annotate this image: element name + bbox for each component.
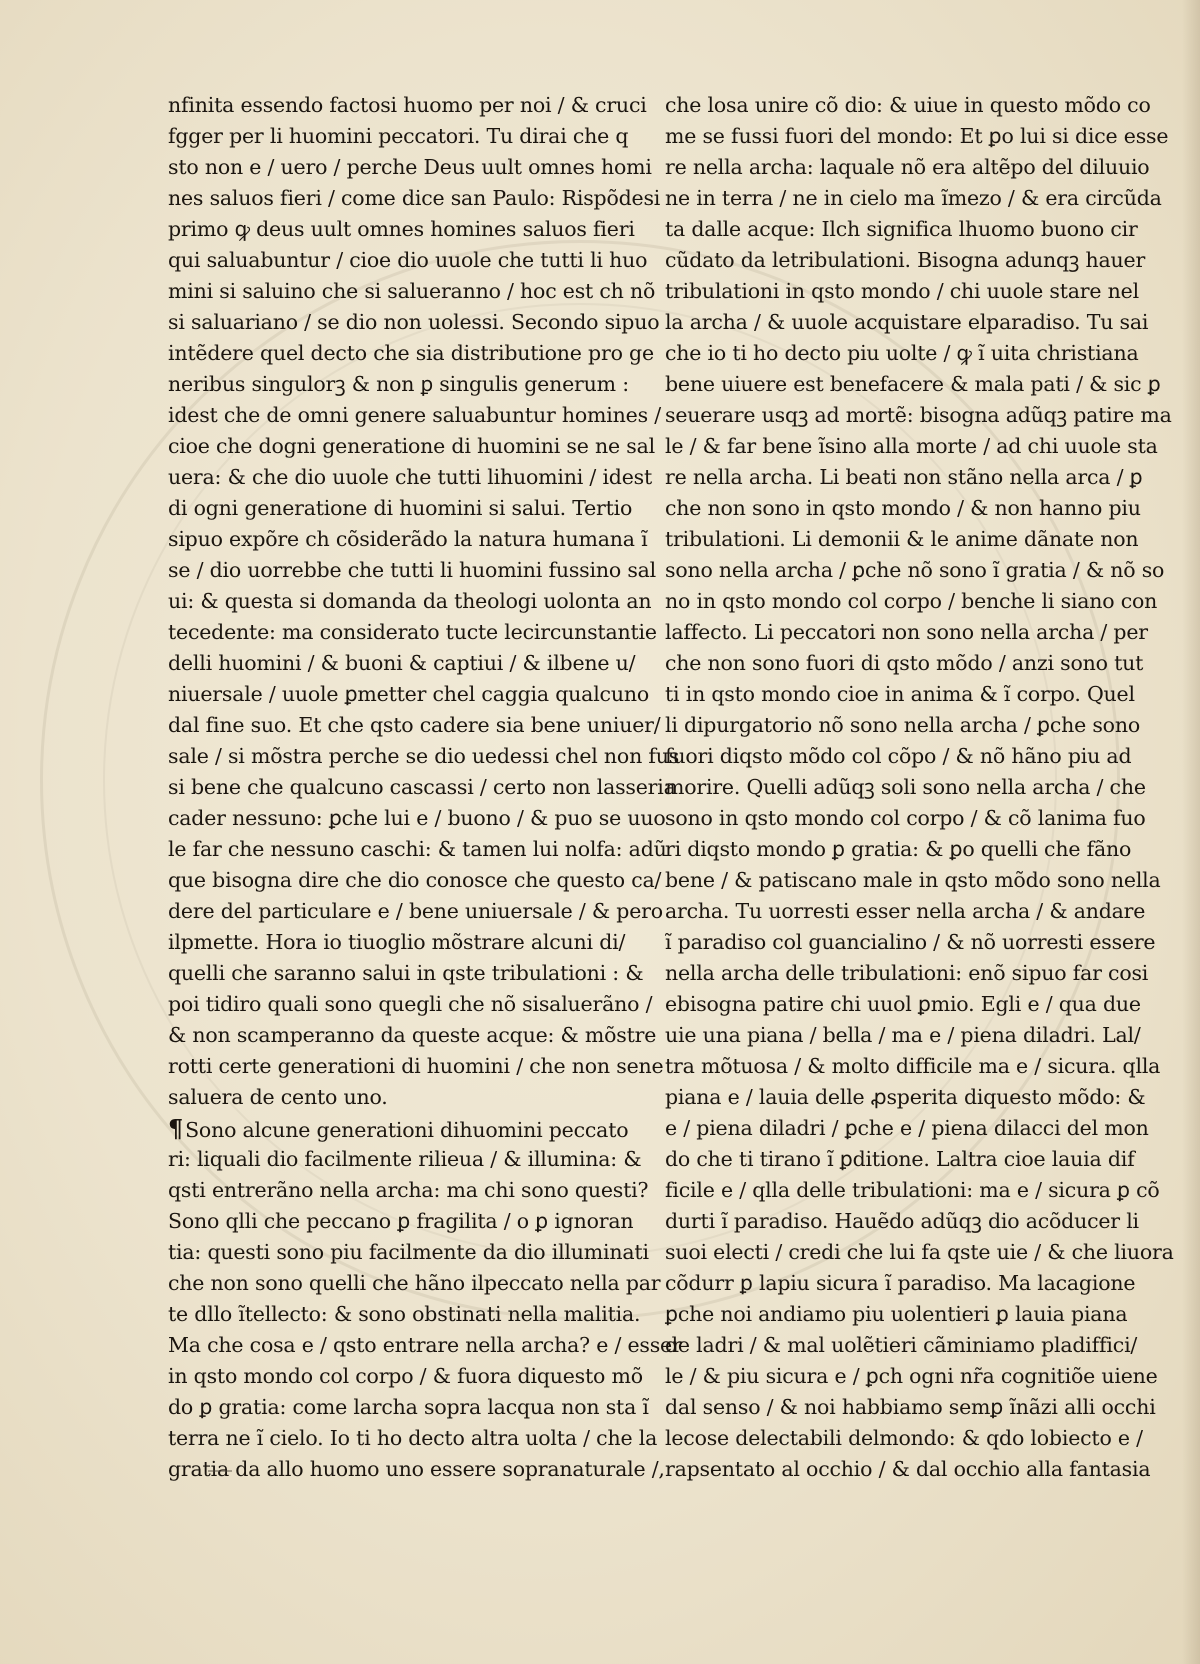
text-line: mini si saluino che si salueranno / hoc est ch nõ — [168, 279, 656, 303]
text-line: intẽdere quel decto che sia distributione pro ge — [168, 341, 654, 365]
text-line: archa. Tu uorresti esser nella archa / & andare — [665, 899, 1146, 923]
text-line: durti ĩ paradiso. Hauẽdo adũqꝫ dio acõducer li — [665, 1209, 1139, 1233]
text-line: quelli che saranno salui in qste tribulationi : & — [168, 961, 644, 985]
text-line: e / piena diladri / ꝑche e / piena dilacci del mon — [665, 1116, 1149, 1140]
text-line: bene uiuere est benefacere & mala pati / & sic ꝑ — [665, 372, 1161, 396]
text-line: nes saluos fieri / come dice san Paulo: Rispõdesi — [168, 186, 661, 210]
text-line: le far che nessuno caschi: & tamen lui nolfa: adũ — [168, 837, 667, 861]
text-line: delli huomini / & buoni & captiui / & ilbene u/ — [168, 651, 636, 675]
text-line: si bene che qualcuno cascassi / certo non lasseria — [168, 775, 676, 799]
text-line: ti in qsto mondo cioe in anima & ĩ corpo. Quel — [665, 682, 1135, 706]
text-line: rapsentato al occhio / & dal occhio alla fantasia — [665, 1457, 1151, 1481]
text-line: si saluariano / se dio non uolessi. Secondo sipuo — [168, 310, 660, 334]
text-line: seuerare usqꝫ ad mortẽ: bisogna adũqꝫ patire ma — [665, 403, 1172, 427]
text-line: suoi electi / credi che lui fa qste uie / & che liuora — [665, 1240, 1174, 1264]
text-line: fgger per li huomini peccatori. Tu dirai che q — [168, 124, 629, 148]
text-line: dere del particulare e / bene uniuersale / & pero — [168, 899, 663, 923]
ink-mark — [208, 1470, 232, 1472]
text-line: dal senso / & noi habbiamo semꝑ ĩnãzi alli occhi — [665, 1395, 1156, 1419]
text-line: sono in qsto mondo col corpo / & cõ lanima fuo — [665, 806, 1146, 830]
text-line: tra mõtuosa / & molto difficile ma e / sicura. qlla — [665, 1054, 1161, 1078]
paragraph-mark-icon: ¶ — [168, 1114, 184, 1143]
paragraph-start-line — [168, 1113, 628, 1144]
text-line: tribulationi. Li demonii & le anime dãnate non — [665, 527, 1139, 551]
text-line: cioe che dogni generatione di huomini se ne sal — [168, 434, 655, 458]
text-line: sipuo expõre ch cõsiderãdo la natura humana ĩ — [168, 527, 648, 551]
right-text-column — [665, 90, 1174, 1485]
text-line: sono nella archa / ꝑche nõ sono ĩ gratia / & nõ so — [665, 558, 1165, 582]
text-line: dal fine suo. Et che qsto cadere sia bene uniuer/ — [168, 713, 661, 737]
text-line: ebisogna patire chi uuol ꝑmio. Egli e / qua due — [665, 992, 1141, 1016]
text-line: ne in terra / ne in cielo ma ĩmezo / & era circũda — [665, 186, 1162, 210]
text-line: me se fussi fuori del mondo: Et ꝑo lui si dice esse — [665, 124, 1169, 148]
text-line: ri diqsto mondo ꝑ gratia: & ꝑo quelli che fãno — [665, 837, 1132, 861]
text-line: do ꝑ gratia: come larcha sopra lacqua non sta ĩ — [168, 1395, 649, 1419]
text-line: & non scamperanno da queste acque: & mõstre — [168, 1023, 657, 1047]
text-line: no in qsto mondo col corpo / benche li siano con — [665, 589, 1158, 613]
text-line: le / & far bene ĩsino alla morte / ad chi uuole sta — [665, 434, 1158, 458]
text-line: niuersale / uuole ꝑmetter chel caggia qualcuno — [168, 682, 649, 706]
text-line: la archa / & uuole acquistare elparadiso. Tu sai — [665, 310, 1149, 334]
text-line: cõdurr ꝑ lapiu sicura ĩ paradiso. Ma lacagione — [665, 1271, 1136, 1295]
text-line: nfinita essendo factosi huomo per noi / & cruci — [168, 93, 647, 117]
text-line: che non sono quelli che hãno ilpeccato nella par — [168, 1271, 661, 1295]
text-line: gratia da allo huomo uno essere sopranaturale /, — [168, 1457, 665, 1481]
text-line: tecedente: ma considerato tucte lecircunstantie — [168, 620, 657, 644]
text-line: que bisogna dire che dio conosce che questo ca/ — [168, 868, 662, 892]
text-line: in qsto mondo col corpo / & fuora diquesto mõ — [168, 1364, 643, 1388]
text-line: se / dio uorrebbe che tutti li huomini fussino sal — [168, 558, 657, 582]
text-line: tia: questi sono piu facilmente da dio illuminati — [168, 1240, 649, 1264]
text-line: cader nessuno: ꝑche lui e / buono / & puo se uuo — [168, 806, 666, 830]
text-line: ui: & questa si domanda da theologi uolonta an — [168, 589, 652, 613]
text-line: do che ti tirano ĩ ꝑditione. Laltra cioe lauia dif — [665, 1147, 1135, 1171]
page-edge — [1182, 0, 1200, 1664]
text-line: fuori diqsto mõdo col cõpo / & nõ hãno piu ad — [665, 744, 1132, 768]
text-line: le / & piu sicura e / ꝑch ogni nr̃a cognitiõe uiene — [665, 1364, 1158, 1388]
text-line: li dipurgatorio nõ sono nella archa / ꝑche sono — [665, 713, 1140, 737]
text-line: de ladri / & mal uolẽtieri cãminiamo pladiffici/ — [665, 1333, 1138, 1357]
text-line: terra ne ĩ cielo. Io ti ho decto altra uolta / che la — [168, 1426, 658, 1450]
text-line: sto non e / uero / perche Deus uult omnes homi — [168, 155, 652, 179]
text-line: ficile e / qlla delle tribulationi: ma e / sicura ꝑ cõ — [665, 1178, 1160, 1202]
left-text-column — [168, 90, 682, 1485]
text-line: che losa unire cõ dio: & uiue in questo mõdo co — [665, 93, 1151, 117]
text-line: che io ti ho decto piu uolte / ꝙ ĩ uita christiana — [665, 341, 1139, 365]
text-line: ꝑche noi andiamo piu uolentieri ꝑ lauia piana — [665, 1302, 1128, 1326]
text-line: piana e / lauia delle ꝓsperita diquesto mõdo: & — [665, 1085, 1146, 1109]
text-line: di ogni generatione di huomini si salui. Tertio — [168, 496, 633, 520]
text-line: bene / & patiscano male in qsto mõdo sono nella — [665, 868, 1161, 892]
text-line: idest che de omni genere saluabuntur homines / — [168, 403, 661, 427]
text-line: tribulationi in qsto mondo / chi uuole stare nel — [665, 279, 1139, 303]
text-line: ta dalle acque: Ilch significa lhuomo buono cir — [665, 217, 1138, 241]
text-line: re nella archa. Li beati non stãno nella arca / ꝑ — [665, 465, 1143, 489]
text-line: ĩ paradiso col guancialino / & nõ uorresti essere — [665, 930, 1156, 954]
text-line: saluera de cento uno. — [168, 1085, 388, 1109]
text-line: ilpmette. Hora io tiuoglio mõstrare alcuni di/ — [168, 930, 626, 954]
text-line: nella archa delle tribulationi: enõ sipuo far cosi — [665, 961, 1149, 985]
text-line: Ma che cosa e / qsto entrare nella archa? e / esser — [168, 1333, 682, 1357]
text-line: rotti certe generationi di huomini / che non sene — [168, 1054, 664, 1078]
text-line: lecose delectabili delmondo: & qdo lobiecto e / — [665, 1426, 1143, 1450]
text-line: che non sono fuori di qsto mõdo / anzi sono tut — [665, 651, 1144, 675]
text-line: Sono qlli che peccano ꝑ fragilita / o ꝑ ignoran — [168, 1209, 634, 1233]
text-line: sale / si mõstra perche se dio uedessi chel non fus — [168, 744, 680, 768]
text-line: qsti entrerãno nella archa: ma chi sono questi? — [168, 1178, 649, 1202]
text-line: te dllo ĩtellecto: & sono obstinati nella malitia. — [168, 1302, 641, 1326]
text-line: primo ꝙ deus uult omnes homines saluos fieri — [168, 217, 635, 241]
text-line: ri: liquali dio facilmente rilieua / & illumina: & — [168, 1147, 642, 1171]
text-line: uera: & che dio uuole che tutti lihuomini / idest — [168, 465, 653, 489]
text-line: morire. Quelli adũqꝫ soli sono nella archa / che — [665, 775, 1146, 799]
text-line: laffecto. Li peccatori non sono nella archa / per — [665, 620, 1148, 644]
text-line: cũdato da letribulationi. Bisogna adunqꝫ hauer — [665, 248, 1146, 272]
text-line: che non sono in qsto mondo / & non hanno piu — [665, 496, 1141, 520]
text-line: qui saluabuntur / cioe dio uuole che tutti li huo — [168, 248, 648, 272]
text-line: Sono alcune generationi dihuomini peccato — [185, 1118, 629, 1142]
text-line: poi tidiro quali sono quegli che nõ sisaluerãno / — [168, 992, 653, 1016]
text-line: neribus singulorꝫ & non ꝑ singulis generum : — [168, 372, 629, 396]
text-line: uie una piana / bella / ma e / piena diladri. Lal/ — [665, 1023, 1141, 1047]
text-line: re nella archa: laquale nõ era altẽpo del diluuio — [665, 155, 1150, 179]
